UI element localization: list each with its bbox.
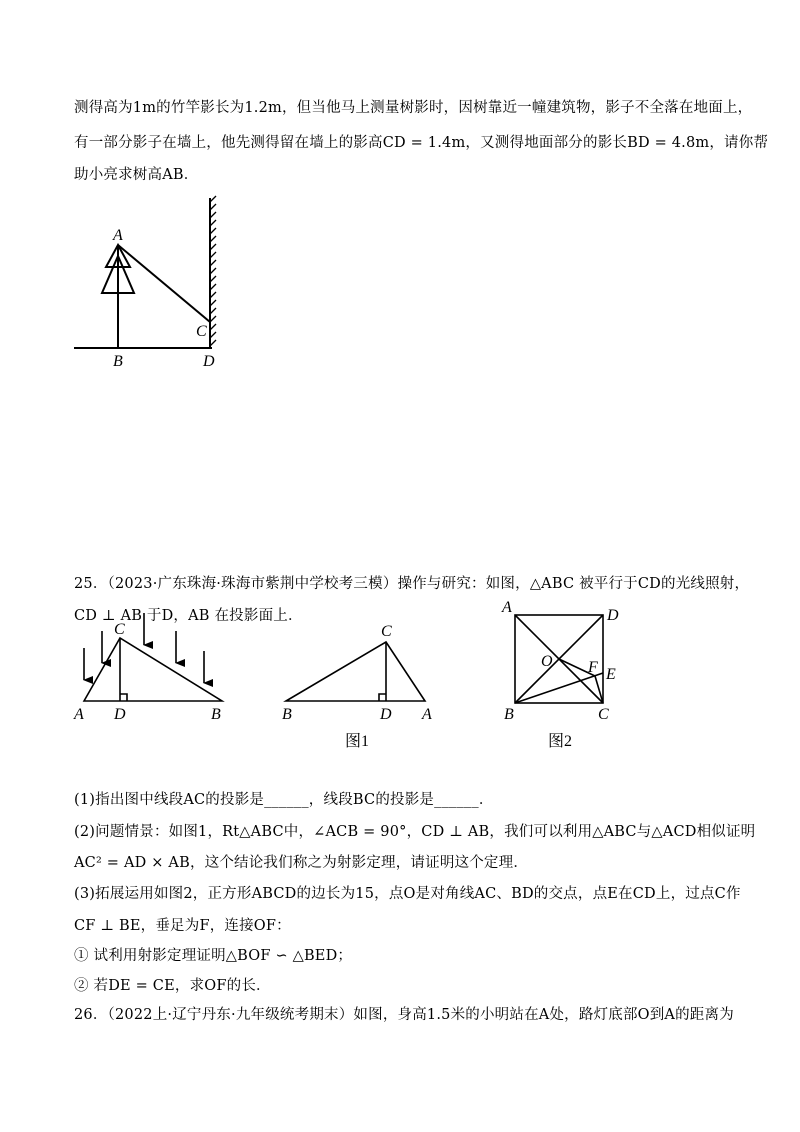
label-c: C [196,323,207,340]
triangle-abc [286,642,425,701]
p24-line-2: 有一部分影子在墙上，他先测得留在墙上的影高CD = 1.4m，又测得地面部分的影长BD = 4.8m，请你帮 [74,135,769,151]
p25-line-2: CD ⊥ AB 于D，AB 在投影面上． [74,608,303,624]
label-c: C [114,621,125,638]
segment-be [515,673,603,703]
p24-line-3: 助小亮求树高AB． [74,167,199,183]
label-c: C [381,623,392,640]
right-angle-mark [120,694,127,701]
label-b: B [113,353,123,370]
label-a: A [502,599,512,616]
p25-question-3-line-2: CF ⊥ BE，垂足为F，连接OF： [74,918,291,934]
p25-question-3-a: ① 试利用射影定理证明△BOF ∽ △BED； [74,948,353,964]
label-b: B [282,706,292,723]
label-a: A [113,227,123,244]
p24-line-1: 测得高为1m的竹竿影长为1.2m，但当他马上测量树影时，因树靠近一幢建筑物，影子不全落在地面上， [74,100,753,116]
label-e: E [606,666,616,683]
label-o: O [541,653,553,670]
p25-question-1: (1)指出图中线段AC的投影是______，线段BC的投影是______． [74,792,494,808]
figure-with-rays [73,613,222,723]
p25-line-1: 25．（2023·广东珠海·珠海市紫荆中学校考三模）操作与研究：如图，△ABC 被平行于CD的光线照射， [74,576,750,592]
label-a: A [422,706,432,723]
figure-2-caption: 图2 [548,733,573,750]
label-d: D [114,706,126,723]
right-angle-mark [379,694,386,701]
p25-question-3-b: ② 若DE = CE，求OF的长． [74,978,271,994]
p25-question-2-line-2: AC² = AD × AB，这个结论我们称之为射影定理，请证明这个定理． [74,855,529,871]
label-f: F [588,659,598,676]
label-b: B [504,706,514,723]
label-d: D [607,607,619,624]
label-b: B [211,706,221,723]
figure-1 [282,623,432,750]
figure-1-caption: 图1 [345,733,370,750]
label-d: D [203,353,215,370]
p25-question-3-line-1: (3)拓展运用如图2，正方形ABCD的边长为15，点O是对角线AC、BD的交点，点E在CD上，过点C作 [74,886,741,902]
label-c: C [598,706,609,723]
label-d: D [380,706,392,723]
light-rays [84,613,204,683]
figure-2 [501,599,619,750]
p25-question-2-line-1: (2)问题情景：如图1，Rt△ABC中，∠ACB = 90°，CD ⊥ AB，我们可以利用△ABC与△ACD相似证明 [74,824,756,840]
p26-line-1: 26．（2022上·辽宁丹东·九年级统考期末）如图，身高1.5米的小明站在A处，路灯底部O到A的距离为 [74,1007,734,1023]
label-a: A [74,706,84,723]
triangle-abc [84,638,222,701]
